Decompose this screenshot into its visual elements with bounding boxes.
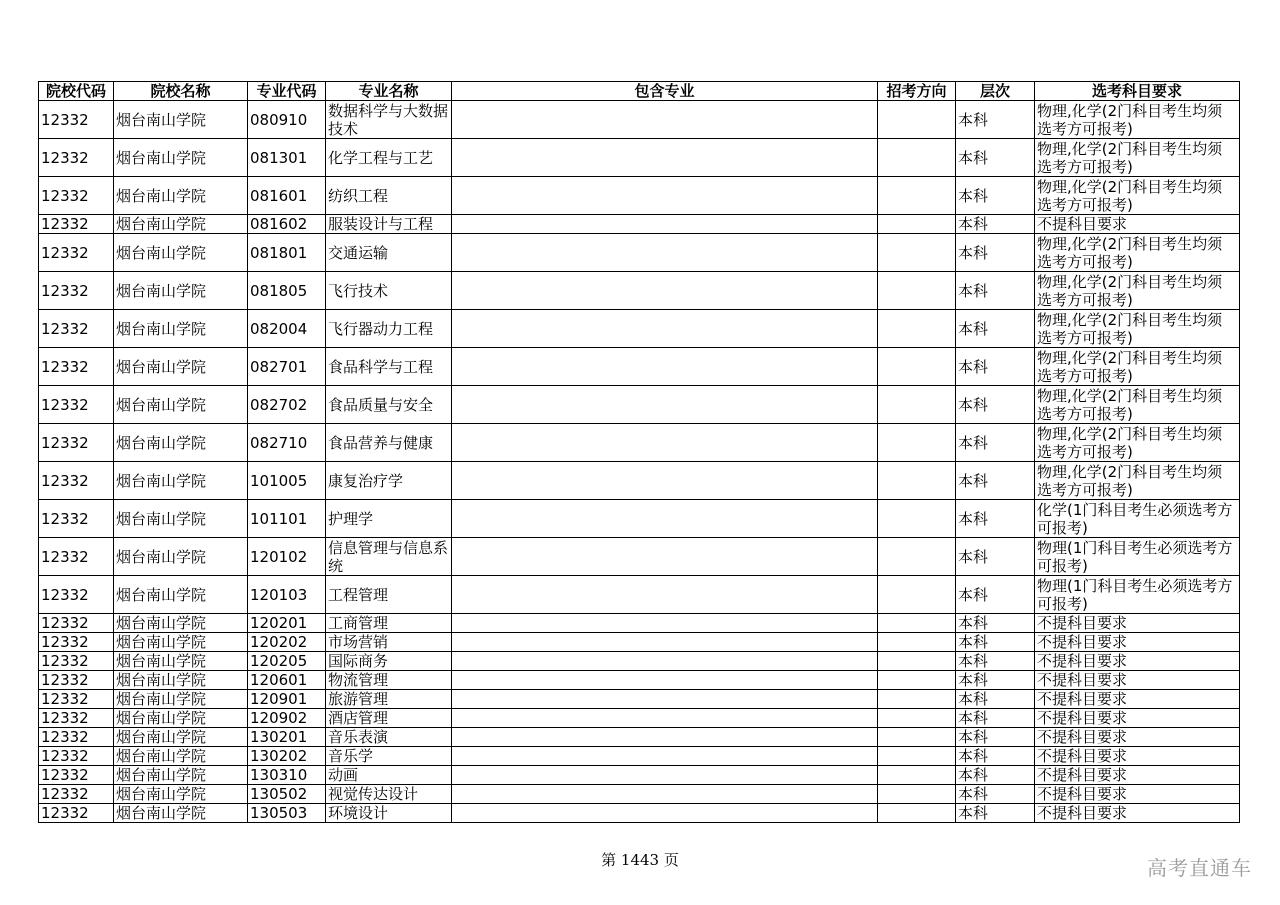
cell-level: 本科 [956,671,1035,690]
cell-direction [878,671,956,690]
cell-major-code: 082702 [248,386,326,424]
cell-school-code: 12332 [39,538,114,576]
table-row [39,747,1240,766]
table-row [39,386,1240,424]
cell-major-code: 080910 [248,101,326,139]
cell-level: 本科 [956,747,1035,766]
cell-subject-requirement: 物理,化学(2门科目考生均须选考方可报考) [1035,424,1240,462]
cell-major-code: 120102 [248,538,326,576]
cell-school-name: 烟台南山学院 [114,576,248,614]
cell-direction [878,728,956,747]
cell-major-name: 国际商务 [326,652,452,671]
cell-school-name: 烟台南山学院 [114,709,248,728]
header-row [39,82,1240,101]
cell-major-name: 食品质量与安全 [326,386,452,424]
cell-major-name: 交通运输 [326,234,452,272]
cell-major-code: 130502 [248,785,326,804]
table-row [39,614,1240,633]
cell-major-code: 081805 [248,272,326,310]
cell-level: 本科 [956,538,1035,576]
cell-major-code: 082004 [248,310,326,348]
cell-major-code: 120201 [248,614,326,633]
cell-level: 本科 [956,139,1035,177]
cell-major-name: 纺织工程 [326,177,452,215]
cell-school-name: 烟台南山学院 [114,690,248,709]
col-header-level: 层次 [956,82,1035,101]
cell-major-code: 130310 [248,766,326,785]
cell-level: 本科 [956,310,1035,348]
cell-school-name: 烟台南山学院 [114,101,248,139]
cell-level: 本科 [956,234,1035,272]
table-row [39,538,1240,576]
cell-subject-requirement: 不提科目要求 [1035,652,1240,671]
cell-school-code: 12332 [39,728,114,747]
cell-school-code: 12332 [39,804,114,823]
cell-school-name: 烟台南山学院 [114,538,248,576]
cell-direction [878,139,956,177]
cell-direction [878,386,956,424]
table-row [39,462,1240,500]
cell-level: 本科 [956,652,1035,671]
cell-direction [878,747,956,766]
cell-direction [878,234,956,272]
table-row [39,633,1240,652]
cell-included-majors [452,633,878,652]
cell-major-code: 130503 [248,804,326,823]
cell-level: 本科 [956,709,1035,728]
cell-direction [878,272,956,310]
cell-school-code: 12332 [39,272,114,310]
cell-major-name: 旅游管理 [326,690,452,709]
cell-direction [878,785,956,804]
table-row [39,576,1240,614]
cell-subject-requirement: 化学(1门科目考生必须选考方可报考) [1035,500,1240,538]
cell-subject-requirement: 不提科目要求 [1035,747,1240,766]
cell-major-name: 音乐学 [326,747,452,766]
cell-major-name: 信息管理与信息系统 [326,538,452,576]
cell-major-name: 视觉传达设计 [326,785,452,804]
cell-school-name: 烟台南山学院 [114,728,248,747]
cell-major-name: 物流管理 [326,671,452,690]
cell-direction [878,538,956,576]
cell-major-code: 130201 [248,728,326,747]
cell-school-name: 烟台南山学院 [114,766,248,785]
cell-level: 本科 [956,101,1035,139]
cell-included-majors [452,709,878,728]
cell-major-name: 工程管理 [326,576,452,614]
cell-level: 本科 [956,614,1035,633]
cell-subject-requirement: 物理,化学(2门科目考生均须选考方可报考) [1035,177,1240,215]
cell-school-code: 12332 [39,709,114,728]
cell-school-code: 12332 [39,101,114,139]
cell-direction [878,633,956,652]
table-row [39,234,1240,272]
cell-school-code: 12332 [39,614,114,633]
page-number: 第 1443 页 [601,851,679,869]
cell-major-name: 环境设计 [326,804,452,823]
cell-school-name: 烟台南山学院 [114,215,248,234]
cell-subject-requirement: 物理,化学(2门科目考生均须选考方可报考) [1035,139,1240,177]
cell-school-code: 12332 [39,310,114,348]
cell-school-name: 烟台南山学院 [114,310,248,348]
cell-direction [878,766,956,785]
cell-subject-requirement: 不提科目要求 [1035,709,1240,728]
cell-major-code: 130202 [248,747,326,766]
col-header-direction: 招考方向 [878,82,956,101]
cell-school-name: 烟台南山学院 [114,424,248,462]
cell-subject-requirement: 不提科目要求 [1035,728,1240,747]
table-row [39,348,1240,386]
cell-major-code: 082701 [248,348,326,386]
admission-table [38,81,1240,823]
cell-level: 本科 [956,728,1035,747]
cell-school-code: 12332 [39,652,114,671]
cell-school-name: 烟台南山学院 [114,785,248,804]
cell-direction [878,310,956,348]
cell-school-code: 12332 [39,139,114,177]
table-row [39,785,1240,804]
cell-included-majors [452,462,878,500]
cell-subject-requirement: 物理,化学(2门科目考生均须选考方可报考) [1035,462,1240,500]
cell-direction [878,804,956,823]
cell-school-code: 12332 [39,785,114,804]
cell-included-majors [452,139,878,177]
table-row [39,101,1240,139]
cell-major-name: 数据科学与大数据技术 [326,101,452,139]
cell-level: 本科 [956,215,1035,234]
cell-subject-requirement: 不提科目要求 [1035,633,1240,652]
cell-included-majors [452,576,878,614]
cell-level: 本科 [956,462,1035,500]
cell-subject-requirement: 物理(1门科目考生必须选考方可报考) [1035,576,1240,614]
cell-school-code: 12332 [39,633,114,652]
cell-included-majors [452,671,878,690]
cell-level: 本科 [956,690,1035,709]
cell-direction [878,101,956,139]
cell-major-code: 081602 [248,215,326,234]
col-header-major-code: 专业代码 [248,82,326,101]
cell-major-code: 120902 [248,709,326,728]
table-row [39,139,1240,177]
cell-major-code: 101101 [248,500,326,538]
cell-school-code: 12332 [39,234,114,272]
cell-included-majors [452,614,878,633]
table-row [39,272,1240,310]
cell-included-majors [452,747,878,766]
cell-subject-requirement: 物理,化学(2门科目考生均须选考方可报考) [1035,310,1240,348]
watermark-logo-text: 高考直通车 [1147,856,1252,880]
cell-subject-requirement: 物理,化学(2门科目考生均须选考方可报考) [1035,272,1240,310]
table-row [39,424,1240,462]
cell-included-majors [452,500,878,538]
cell-direction [878,576,956,614]
cell-school-code: 12332 [39,690,114,709]
cell-school-name: 烟台南山学院 [114,747,248,766]
cell-subject-requirement: 物理,化学(2门科目考生均须选考方可报考) [1035,386,1240,424]
cell-major-name: 服装设计与工程 [326,215,452,234]
cell-level: 本科 [956,424,1035,462]
cell-school-code: 12332 [39,177,114,215]
cell-level: 本科 [956,348,1035,386]
table-row [39,671,1240,690]
cell-major-name: 飞行器动力工程 [326,310,452,348]
cell-included-majors [452,310,878,348]
cell-major-name: 动画 [326,766,452,785]
cell-school-code: 12332 [39,215,114,234]
table-row [39,690,1240,709]
col-header-included-majors: 包含专业 [452,82,878,101]
cell-school-name: 烟台南山学院 [114,386,248,424]
cell-included-majors [452,234,878,272]
cell-school-name: 烟台南山学院 [114,652,248,671]
cell-subject-requirement: 不提科目要求 [1035,690,1240,709]
cell-direction [878,614,956,633]
cell-school-name: 烟台南山学院 [114,804,248,823]
cell-direction [878,690,956,709]
cell-subject-requirement: 物理(1门科目考生必须选考方可报考) [1035,538,1240,576]
table-row [39,728,1240,747]
cell-school-name: 烟台南山学院 [114,462,248,500]
cell-included-majors [452,272,878,310]
cell-subject-requirement: 不提科目要求 [1035,215,1240,234]
cell-major-name: 工商管理 [326,614,452,633]
cell-subject-requirement: 不提科目要求 [1035,766,1240,785]
cell-level: 本科 [956,177,1035,215]
cell-major-code: 120202 [248,633,326,652]
cell-subject-requirement: 物理,化学(2门科目考生均须选考方可报考) [1035,234,1240,272]
cell-subject-requirement: 不提科目要求 [1035,671,1240,690]
cell-included-majors [452,538,878,576]
cell-included-majors [452,386,878,424]
cell-school-code: 12332 [39,576,114,614]
cell-included-majors [452,215,878,234]
cell-direction [878,424,956,462]
cell-school-code: 12332 [39,462,114,500]
cell-level: 本科 [956,785,1035,804]
cell-school-name: 烟台南山学院 [114,671,248,690]
cell-level: 本科 [956,633,1035,652]
cell-direction [878,709,956,728]
cell-level: 本科 [956,766,1035,785]
cell-major-name: 护理学 [326,500,452,538]
table-row [39,310,1240,348]
cell-direction [878,462,956,500]
cell-school-code: 12332 [39,747,114,766]
table-row [39,709,1240,728]
cell-school-code: 12332 [39,424,114,462]
cell-school-name: 烟台南山学院 [114,348,248,386]
cell-school-name: 烟台南山学院 [114,139,248,177]
cell-level: 本科 [956,386,1035,424]
cell-direction [878,215,956,234]
cell-school-code: 12332 [39,348,114,386]
cell-major-code: 081601 [248,177,326,215]
cell-included-majors [452,177,878,215]
cell-major-name: 市场营销 [326,633,452,652]
cell-included-majors [452,804,878,823]
cell-major-code: 081801 [248,234,326,272]
cell-included-majors [452,348,878,386]
cell-school-name: 烟台南山学院 [114,234,248,272]
cell-major-code: 120205 [248,652,326,671]
cell-school-code: 12332 [39,500,114,538]
cell-direction [878,177,956,215]
cell-level: 本科 [956,500,1035,538]
cell-school-name: 烟台南山学院 [114,633,248,652]
cell-school-code: 12332 [39,386,114,424]
col-header-subject-requirement: 选考科目要求 [1035,82,1240,101]
cell-major-code: 082710 [248,424,326,462]
cell-level: 本科 [956,272,1035,310]
cell-major-name: 化学工程与工艺 [326,139,452,177]
cell-school-code: 12332 [39,671,114,690]
col-header-major-name: 专业名称 [326,82,452,101]
cell-direction [878,348,956,386]
cell-major-name: 飞行技术 [326,272,452,310]
cell-school-name: 烟台南山学院 [114,272,248,310]
table-row [39,500,1240,538]
cell-included-majors [452,101,878,139]
table-row [39,766,1240,785]
cell-major-name: 音乐表演 [326,728,452,747]
col-header-school-code: 院校代码 [39,82,114,101]
cell-major-code: 081301 [248,139,326,177]
cell-subject-requirement: 物理,化学(2门科目考生均须选考方可报考) [1035,101,1240,139]
cell-major-code: 101005 [248,462,326,500]
cell-included-majors [452,728,878,747]
cell-major-name: 食品营养与健康 [326,424,452,462]
table-row [39,215,1240,234]
cell-major-name: 食品科学与工程 [326,348,452,386]
cell-included-majors [452,424,878,462]
cell-major-name: 康复治疗学 [326,462,452,500]
cell-level: 本科 [956,576,1035,614]
cell-subject-requirement: 不提科目要求 [1035,804,1240,823]
cell-school-name: 烟台南山学院 [114,500,248,538]
col-header-school-name: 院校名称 [114,82,248,101]
table-body [39,101,1240,823]
cell-level: 本科 [956,804,1035,823]
cell-included-majors [452,690,878,709]
cell-school-name: 烟台南山学院 [114,177,248,215]
cell-school-name: 烟台南山学院 [114,614,248,633]
cell-major-code: 120901 [248,690,326,709]
cell-major-code: 120601 [248,671,326,690]
cell-school-code: 12332 [39,766,114,785]
cell-major-name: 酒店管理 [326,709,452,728]
cell-direction [878,500,956,538]
cell-subject-requirement: 不提科目要求 [1035,614,1240,633]
table-row [39,652,1240,671]
cell-subject-requirement: 不提科目要求 [1035,785,1240,804]
cell-subject-requirement: 物理,化学(2门科目考生均须选考方可报考) [1035,348,1240,386]
cell-included-majors [452,766,878,785]
table-row [39,804,1240,823]
cell-major-code: 120103 [248,576,326,614]
cell-direction [878,652,956,671]
cell-included-majors [452,652,878,671]
table-row [39,177,1240,215]
cell-included-majors [452,785,878,804]
